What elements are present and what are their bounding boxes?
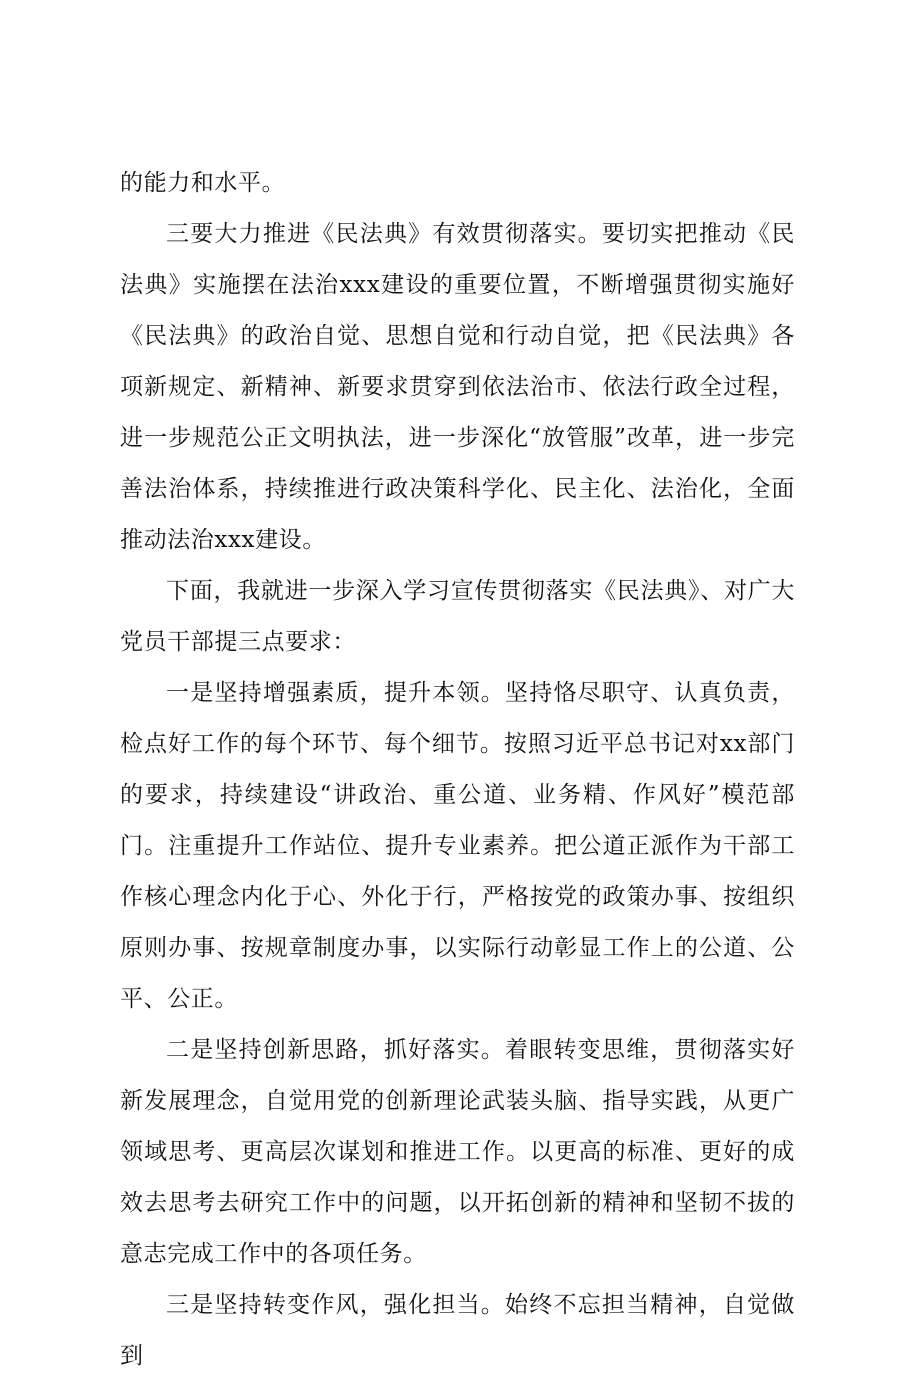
paragraph-civil-code-implementation: 三要大力推进《民法典》有效贯彻落实。要切实把推动《民法典》实施摆在法治xxx建设的重要位置，不断增强贯彻实施好《民法典》的政治自觉、思想自觉和行动自觉，把《民法典》各项新规定、新精神、新要求贯穿到依法治市、依法行政全过程，进一步规范公正文明执法，进一步深化“放管服”改革，进一步完善法治体系，持续推进行政决策科学化、民主化、法治化，全面推动法治xxx建设。 <box>120 221 795 553</box>
paragraph-requirement-three: 三是坚持转变作风，强化担当。始终不忘担当精神，自觉做到 <box>120 1292 795 1369</box>
paragraph-continuation: 的能力和水平。 <box>120 170 286 196</box>
document-body <box>120 158 795 1382</box>
paragraph-three-requirements-intro: 下面，我就进一步深入学习宣传贯彻落实《民法典》、对广大党员干部提三点要求： <box>120 578 795 655</box>
paragraph-requirement-one: 一是坚持增强素质，提升本领。坚持恪尽职守、认真负责，检点好工作的每个环节、每个细节。按照习近平总书记对xx部门的要求，持续建设“讲政治、重公道、业务精、作风好”模范部门。注重提升工作站位、提升专业素养。把公道正派作为干部工作核心理念内化于心、外化于行，严格按党的政策办事、按组织原则办事、按规章制度办事，以实际行动彰显工作上的公道、公平、公正。 <box>120 680 795 1012</box>
paragraph-requirement-two: 二是坚持创新思路，抓好落实。着眼转变思维，贯彻落实好新发展理念，自觉用党的创新理论武装头脑、指导实践，从更广领域思考、更高层次谋划和推进工作。以更高的标准、更好的成效去思考去研究工作中的问题，以开拓创新的精神和坚韧不拔的意志完成工作中的各项任务。 <box>120 1037 795 1267</box>
